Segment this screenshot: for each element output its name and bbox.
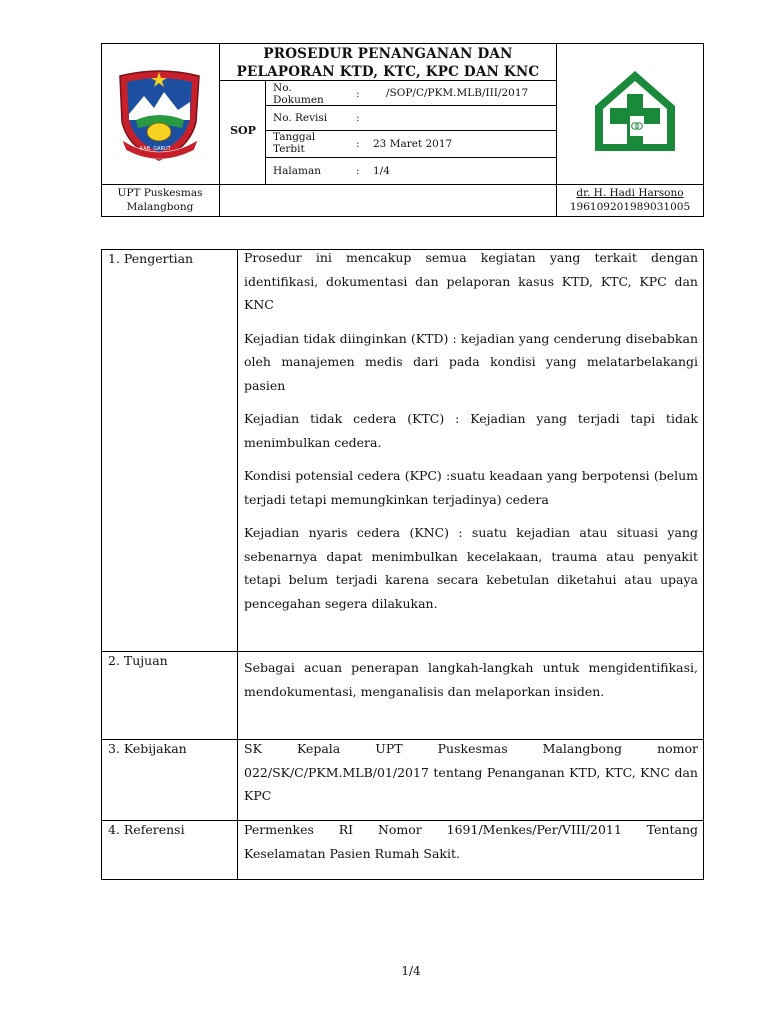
section-label-pengertian: 1. Pengertian (108, 251, 194, 266)
section-body-tujuan (244, 656, 698, 713)
tujuan-paragraph: Sebagai acuan penerapan langkah-langkah untuk mengidentifikasi, mendokumentasi, menganalisis dan melaporkan insiden. (244, 660, 698, 699)
pengertian-paragraph: Prosedur ini mencakup semua kegiatan yang terkait dengan identifikasi, dokumentasi dan pelaporan kasus KTD, KTC, KPC dan KNC (244, 250, 698, 312)
section-body-kebijakan (244, 737, 698, 818)
meta-tanggal-terbit-label: Tanggal Terbit (273, 131, 316, 155)
section-body-pengertian (244, 246, 698, 625)
section-label-kebijakan: 3. Kebijakan (108, 741, 187, 756)
meta-no-revisi-sep: : (356, 112, 360, 124)
signer-block (556, 186, 704, 214)
meta-no-dokumen-label: No. Dokumen (273, 82, 324, 106)
meta-no-dokumen-value: /SOP/C/PKM.MLB/III/2017 (386, 87, 529, 99)
meta-tanggal-terbit-value: 23 Maret 2017 (373, 138, 453, 150)
meta-no-revisi-label: No. Revisi (273, 112, 328, 124)
referensi-paragraph: Permenkes RI Nomor 1691/Menkes/Per/VIII/2011 Tentang Keselamatan Pasien Rumah Sakit. (244, 822, 698, 861)
kebijakan-paragraph: SK Kepala UPT Puskesmas Malangbong nomor 022/SK/C/PKM.MLB/01/2017 tentang Penanganan KTD, KTC, KNC dan KPC (244, 741, 698, 803)
org-name (101, 186, 219, 214)
emblem-ribbon-text: KAB. GARUT (140, 146, 171, 152)
meta-no-dokumen-sep: : (356, 88, 360, 100)
pengertian-paragraph: Kejadian tidak cedera (KTC) : Kejadian yang terjadi tapi tidak menimbulkan cedera. (244, 411, 698, 450)
puskesmas-logo-icon (592, 68, 678, 154)
pengertian-paragraph: Kejadian tidak diinginkan (KTD) : kejadian yang cenderung disebabkan oleh manajemen medis dari pada kondisi yang melatarbelakangi pasien (244, 330, 698, 393)
section-label-tujuan: 2. Tujuan (108, 653, 168, 668)
page-number: 1/4 (401, 964, 421, 978)
org-line-1: UPT Puskesmas (117, 187, 203, 199)
meta-halaman-sep: : (356, 165, 360, 177)
meta-tanggal-terbit-sep: : (356, 138, 360, 150)
pengertian-paragraph: Kondisi potensial cedera (KPC) :suatu keadaan yang berpotensi (belum terjadi tetapi memungkinkan terjadinya) cedera (244, 468, 698, 507)
title-line-2: PELAPORAN KTD, KTC, KPC DAN KNC (236, 64, 540, 80)
document-title (222, 45, 554, 81)
meta-halaman-label: Halaman (273, 165, 322, 177)
section-label-referensi: 4. Referensi (108, 822, 185, 837)
signer-name: dr. H. Hadi Harsono (576, 187, 684, 199)
title-line-1: PROSEDUR PENANGANAN DAN (263, 46, 513, 62)
sop-label: SOP (230, 124, 256, 137)
signer-nip: 196109201989031005 (569, 201, 691, 213)
org-line-2: Malangbong (126, 201, 194, 213)
section-body-referensi (244, 818, 698, 875)
pengertian-paragraph: Kejadian nyaris cedera (KNC) : suatu kejadian atau situasi yang sebenarnya dapat menimbulkan kecelakaan, trauma atau penyakit tetapi belum terjadi karena secara kebetulan diketahui atau upaya pencegahan segera dilakukan. (244, 525, 698, 611)
regency-emblem-icon (112, 62, 207, 164)
meta-halaman-value: 1/4 (373, 165, 390, 177)
